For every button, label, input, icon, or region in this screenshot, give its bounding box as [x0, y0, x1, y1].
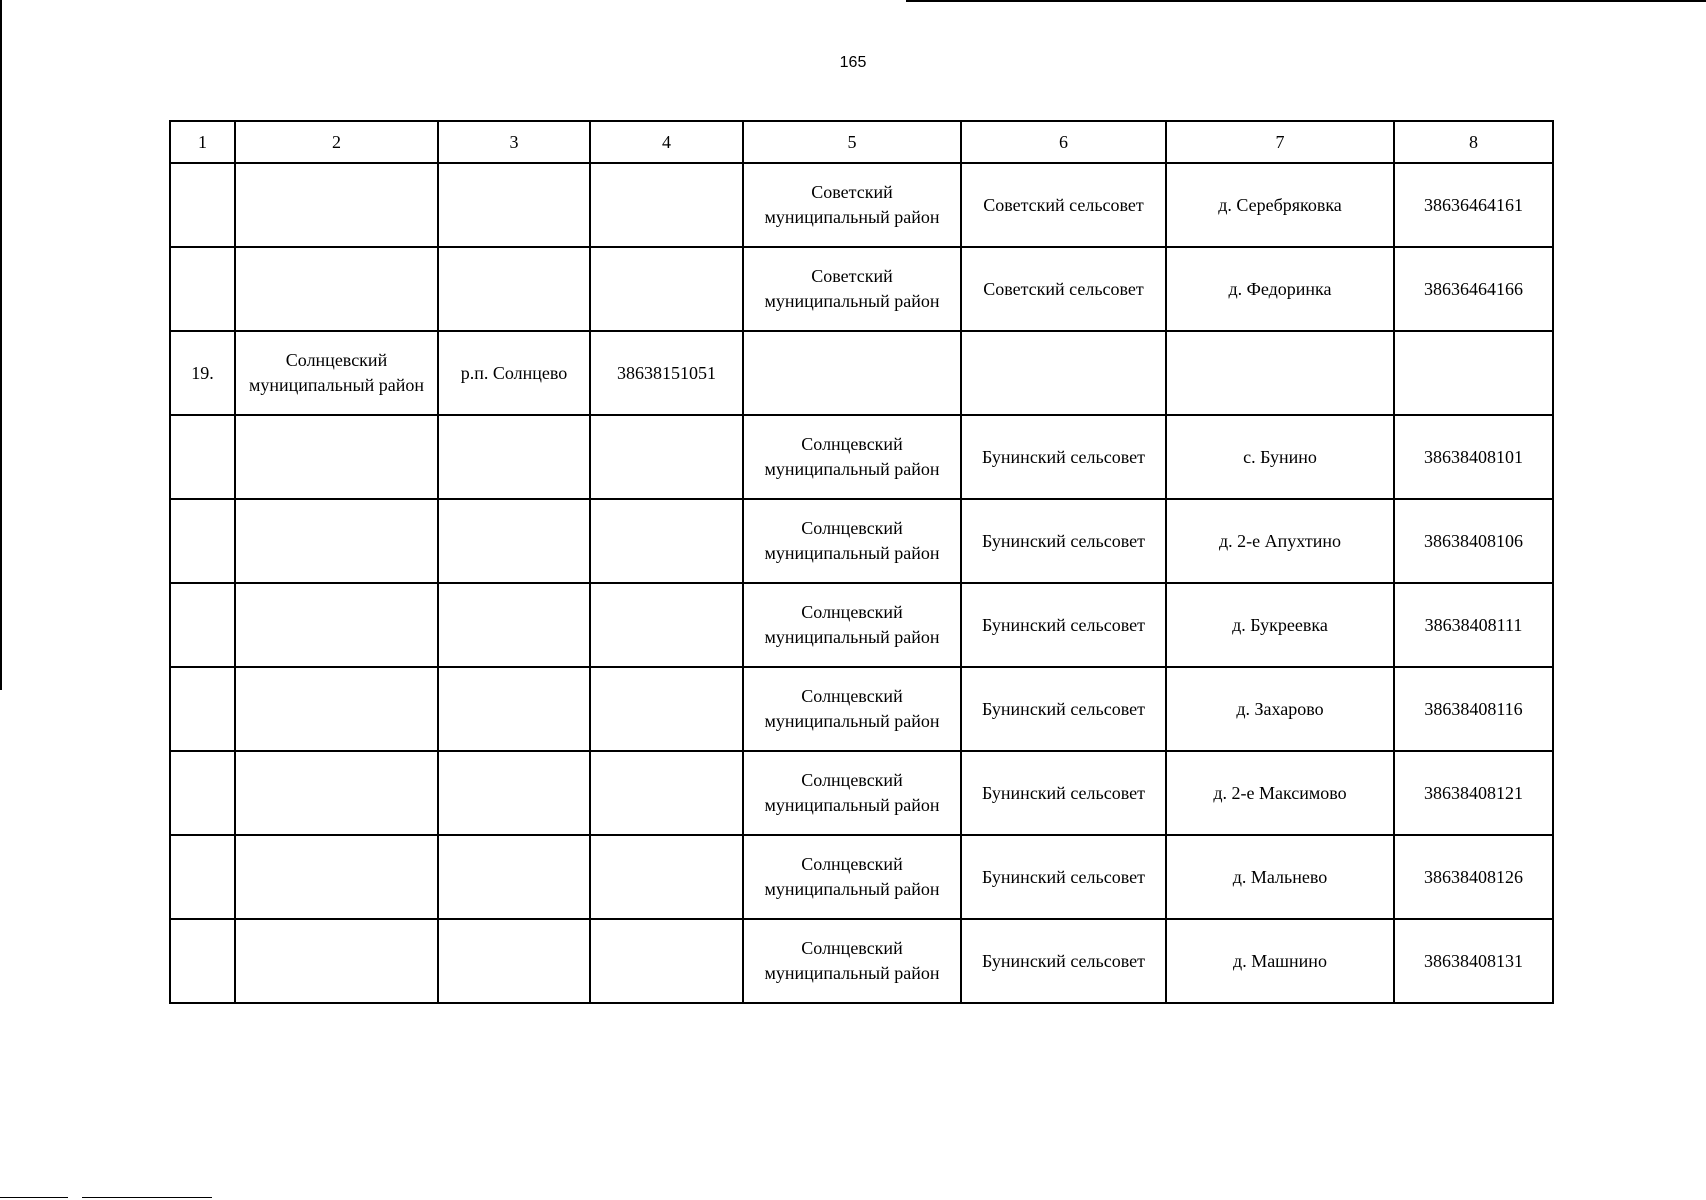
column-number: 2 — [235, 121, 438, 163]
municipal-district-cell: Солнцевский муниципальный район — [743, 583, 961, 667]
district-cell — [235, 163, 438, 247]
district-cell — [235, 415, 438, 499]
table-row — [170, 751, 1553, 835]
center-code-cell — [590, 415, 743, 499]
table-row — [170, 415, 1553, 499]
settlement-center-cell — [438, 835, 590, 919]
locality-cell — [1166, 331, 1394, 415]
row-number-cell: 19. — [170, 331, 235, 415]
locality-code-cell: 38636464161 — [1394, 163, 1553, 247]
settlement-center-cell — [438, 583, 590, 667]
locality-code-cell: 38638408116 — [1394, 667, 1553, 751]
column-number: 6 — [961, 121, 1166, 163]
settlement-center-cell: р.п. Солнцево — [438, 331, 590, 415]
rural-council-cell: Бунинский сельсовет — [961, 583, 1166, 667]
center-code-cell — [590, 247, 743, 331]
center-code-cell — [590, 919, 743, 1003]
center-code-cell — [590, 835, 743, 919]
column-number: 1 — [170, 121, 235, 163]
settlement-center-cell — [438, 247, 590, 331]
center-code-cell — [590, 667, 743, 751]
locality-cell: д. Серебряковка — [1166, 163, 1394, 247]
scan-edge-top — [906, 0, 1706, 2]
table-row — [170, 583, 1553, 667]
district-cell — [235, 247, 438, 331]
row-number-cell — [170, 919, 235, 1003]
district-cell — [235, 583, 438, 667]
table-row — [170, 667, 1553, 751]
row-number-cell — [170, 247, 235, 331]
row-number-cell — [170, 751, 235, 835]
municipal-district-cell: Солнцевский муниципальный район — [743, 667, 961, 751]
municipal-district-cell: Солнцевский муниципальный район — [743, 835, 961, 919]
district-cell — [235, 751, 438, 835]
locality-code-cell — [1394, 331, 1553, 415]
rural-council-cell: Бунинский сельсовет — [961, 499, 1166, 583]
district-cell — [235, 667, 438, 751]
column-number: 5 — [743, 121, 961, 163]
locality-cell: д. 2-е Апухтино — [1166, 499, 1394, 583]
settlement-center-cell — [438, 751, 590, 835]
page-number: 165 — [839, 54, 867, 71]
settlement-center-cell — [438, 499, 590, 583]
center-code-cell — [590, 163, 743, 247]
rural-council-cell: Бунинский сельсовет — [961, 667, 1166, 751]
district-cell: Солнцевский муниципальный район — [235, 331, 438, 415]
locality-cell: д. Федоринка — [1166, 247, 1394, 331]
rural-council-cell: Советский сельсовет — [961, 247, 1166, 331]
locality-cell: д. Букреевка — [1166, 583, 1394, 667]
rural-council-cell: Бунинский сельсовет — [961, 415, 1166, 499]
rural-council-cell: Бунинский сельсовет — [961, 751, 1166, 835]
registry-table — [169, 120, 1554, 1004]
municipal-district-cell: Советский муниципальный район — [743, 247, 961, 331]
column-number: 8 — [1394, 121, 1553, 163]
district-cell — [235, 919, 438, 1003]
locality-cell: д. Машнино — [1166, 919, 1394, 1003]
row-number-cell — [170, 835, 235, 919]
settlement-center-cell — [438, 163, 590, 247]
municipal-district-cell: Солнцевский муниципальный район — [743, 751, 961, 835]
settlement-center-cell — [438, 415, 590, 499]
municipal-district-cell — [743, 331, 961, 415]
locality-code-cell: 38638408106 — [1394, 499, 1553, 583]
municipal-district-cell: Солнцевский муниципальный район — [743, 919, 961, 1003]
district-cell — [235, 499, 438, 583]
rural-council-cell: Советский сельсовет — [961, 163, 1166, 247]
rural-council-cell: Бунинский сельсовет — [961, 919, 1166, 1003]
table-row — [170, 331, 1553, 415]
center-code-cell — [590, 751, 743, 835]
locality-cell: с. Бунино — [1166, 415, 1394, 499]
column-number: 4 — [590, 121, 743, 163]
locality-code-cell: 38638408126 — [1394, 835, 1553, 919]
center-code-cell — [590, 583, 743, 667]
scan-edge-left — [0, 0, 2, 690]
row-number-cell — [170, 499, 235, 583]
row-number-cell — [170, 583, 235, 667]
settlement-center-cell — [438, 919, 590, 1003]
locality-code-cell: 38636464166 — [1394, 247, 1553, 331]
column-number: 3 — [438, 121, 590, 163]
locality-code-cell: 38638408111 — [1394, 583, 1553, 667]
municipal-district-cell: Солнцевский муниципальный район — [743, 499, 961, 583]
municipal-district-cell: Солнцевский муниципальный район — [743, 415, 961, 499]
settlement-center-cell — [438, 667, 590, 751]
center-code-cell — [590, 499, 743, 583]
locality-cell: д. 2-е Максимово — [1166, 751, 1394, 835]
rural-council-cell: Бунинский сельсовет — [961, 835, 1166, 919]
table-row — [170, 499, 1553, 583]
locality-code-cell: 38638408101 — [1394, 415, 1553, 499]
scan-edge-bottom — [0, 1197, 68, 1198]
table-row — [170, 247, 1553, 331]
column-number: 7 — [1166, 121, 1394, 163]
locality-cell: д. Мальнево — [1166, 835, 1394, 919]
table-row — [170, 835, 1553, 919]
table-row — [170, 919, 1553, 1003]
table-row — [170, 163, 1553, 247]
table-body — [170, 121, 1553, 1003]
locality-cell: д. Захарово — [1166, 667, 1394, 751]
district-cell — [235, 835, 438, 919]
column-number-row — [170, 121, 1553, 163]
row-number-cell — [170, 415, 235, 499]
row-number-cell — [170, 667, 235, 751]
locality-code-cell: 38638408121 — [1394, 751, 1553, 835]
locality-code-cell: 38638408131 — [1394, 919, 1553, 1003]
municipal-district-cell: Советский муниципальный район — [743, 163, 961, 247]
scan-edge-bottom — [82, 1197, 212, 1198]
center-code-cell: 38638151051 — [590, 331, 743, 415]
row-number-cell — [170, 163, 235, 247]
rural-council-cell — [961, 331, 1166, 415]
